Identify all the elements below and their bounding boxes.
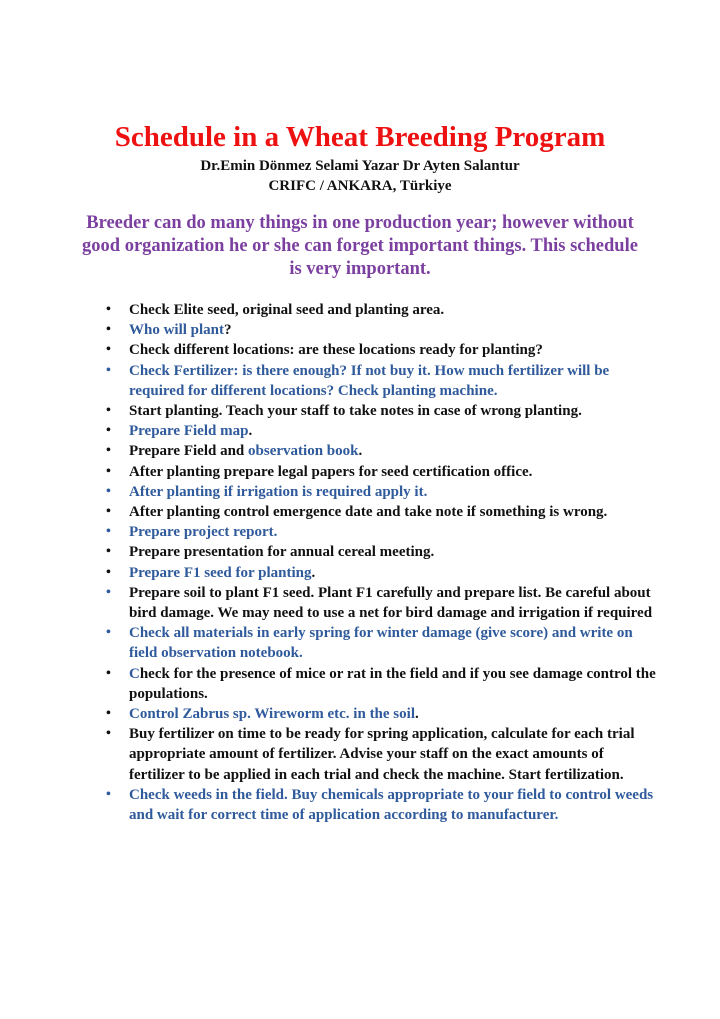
list-item-text: . xyxy=(311,564,316,581)
list-item xyxy=(0,441,720,461)
bullet-icon: • xyxy=(106,786,111,802)
list-item xyxy=(0,522,720,542)
list-item xyxy=(0,361,720,401)
list-item xyxy=(0,563,720,583)
list-item xyxy=(0,785,720,825)
list-item xyxy=(0,502,720,522)
list-item xyxy=(0,462,720,482)
list-item-text: heck for the presence of mice or rat in the field and if you see damage control the populations. xyxy=(129,665,656,702)
list-item-text: Buy fertilizer on time to be ready for spring application, calculate for each trial appropriate amount of fertilizer. Advise your staff on the exact amounts of fertilizer to be applied in each trial and check the machine. Start fertilization. xyxy=(129,726,635,783)
list-item-text: After planting if irrigation is required apply it. xyxy=(129,483,428,500)
list-item xyxy=(0,482,720,502)
bullet-icon: • xyxy=(106,483,111,499)
list-item xyxy=(0,704,720,724)
bullet-icon: • xyxy=(106,584,111,600)
author-line: Dr.Emin Dönmez Selami Yazar Dr Ayten Salantur xyxy=(200,158,520,174)
document-title: Schedule in a Wheat Breeding Program xyxy=(114,121,606,153)
schedule-list xyxy=(0,300,720,825)
list-item-text: Start planting. Teach your staff to take notes in case of wrong planting. xyxy=(129,403,582,420)
list-item xyxy=(0,340,720,360)
list-item-text: Check Elite seed, original seed and planting area. xyxy=(129,302,445,318)
list-item xyxy=(0,401,720,421)
list-item-text: Prepare Field and xyxy=(129,443,249,460)
list-item-text: Check different locations: are these locations ready for planting? xyxy=(129,342,543,359)
list-item-text: . xyxy=(414,706,419,723)
list-item-text: ? xyxy=(224,322,232,339)
list-item xyxy=(0,320,720,340)
bullet-icon: • xyxy=(106,665,111,681)
list-item xyxy=(0,421,720,441)
list-item xyxy=(0,542,720,562)
list-item-text: observation book xyxy=(248,443,359,460)
list-item-text: Check all materials in early spring for winter damage (give score) and write on field observation notebook. xyxy=(129,625,633,662)
bullet-icon: • xyxy=(106,504,111,520)
bullet-icon: • xyxy=(106,544,111,560)
list-item xyxy=(0,583,720,623)
intro-paragraph: Breeder can do many things in one production year; however without good organization he or she can forget important things. This schedule is very important. xyxy=(82,213,638,279)
list-item-text: Prepare soil to plant F1 seed. Plant F1 carefully and prepare list. Be careful about bird damage. We may need to use a net for bird damage and irrigation if required xyxy=(129,584,653,622)
bullet-icon: • xyxy=(106,423,111,439)
list-item-text: After planting prepare legal papers for seed certification office. xyxy=(129,463,533,480)
list-item-text: Prepare presentation for annual cereal meeting. xyxy=(129,544,435,561)
bullet-icon: • xyxy=(106,302,111,317)
list-item-text: . xyxy=(358,443,363,460)
bullet-icon: • xyxy=(106,706,111,722)
list-item-text: Prepare F1 seed for planting xyxy=(129,564,312,581)
bullet-icon: • xyxy=(106,564,111,580)
affiliation-line: CRIFC / ANKARA, Türkiye xyxy=(268,178,452,194)
bullet-icon: • xyxy=(106,342,111,358)
list-item xyxy=(0,724,720,785)
list-item-text: . xyxy=(248,423,253,440)
list-item xyxy=(0,623,720,663)
list-item xyxy=(0,300,720,320)
bullet-icon: • xyxy=(106,463,111,479)
list-item-text: Prepare project report. xyxy=(129,524,278,541)
bullet-icon: • xyxy=(106,443,111,459)
list-item-text: Who will plant xyxy=(129,322,225,339)
bullet-icon: • xyxy=(106,625,111,641)
list-item-text: Check weeds in the field. Buy chemicals appropriate to your field to control weeds and wait for correct time of application according to manufacturer. xyxy=(129,786,654,824)
bullet-icon: • xyxy=(106,726,111,742)
bullet-icon: • xyxy=(106,524,111,540)
list-item-text: C xyxy=(129,665,140,682)
bullet-icon: • xyxy=(106,362,111,378)
list-item-text: After planting control emergence date and take note if something is wrong. xyxy=(129,504,608,521)
list-item-text: Control Zabrus sp. Wireworm etc. in the soil xyxy=(129,706,415,723)
bullet-icon: • xyxy=(106,403,111,419)
list-item-text: Check Fertilizer: is there enough? If not buy it. How much fertilizer will be required for different locations? Check planting machine. xyxy=(129,362,610,399)
bullet-icon: • xyxy=(106,322,111,338)
list-item xyxy=(0,664,720,704)
list-item-text: Prepare Field map xyxy=(129,423,249,440)
